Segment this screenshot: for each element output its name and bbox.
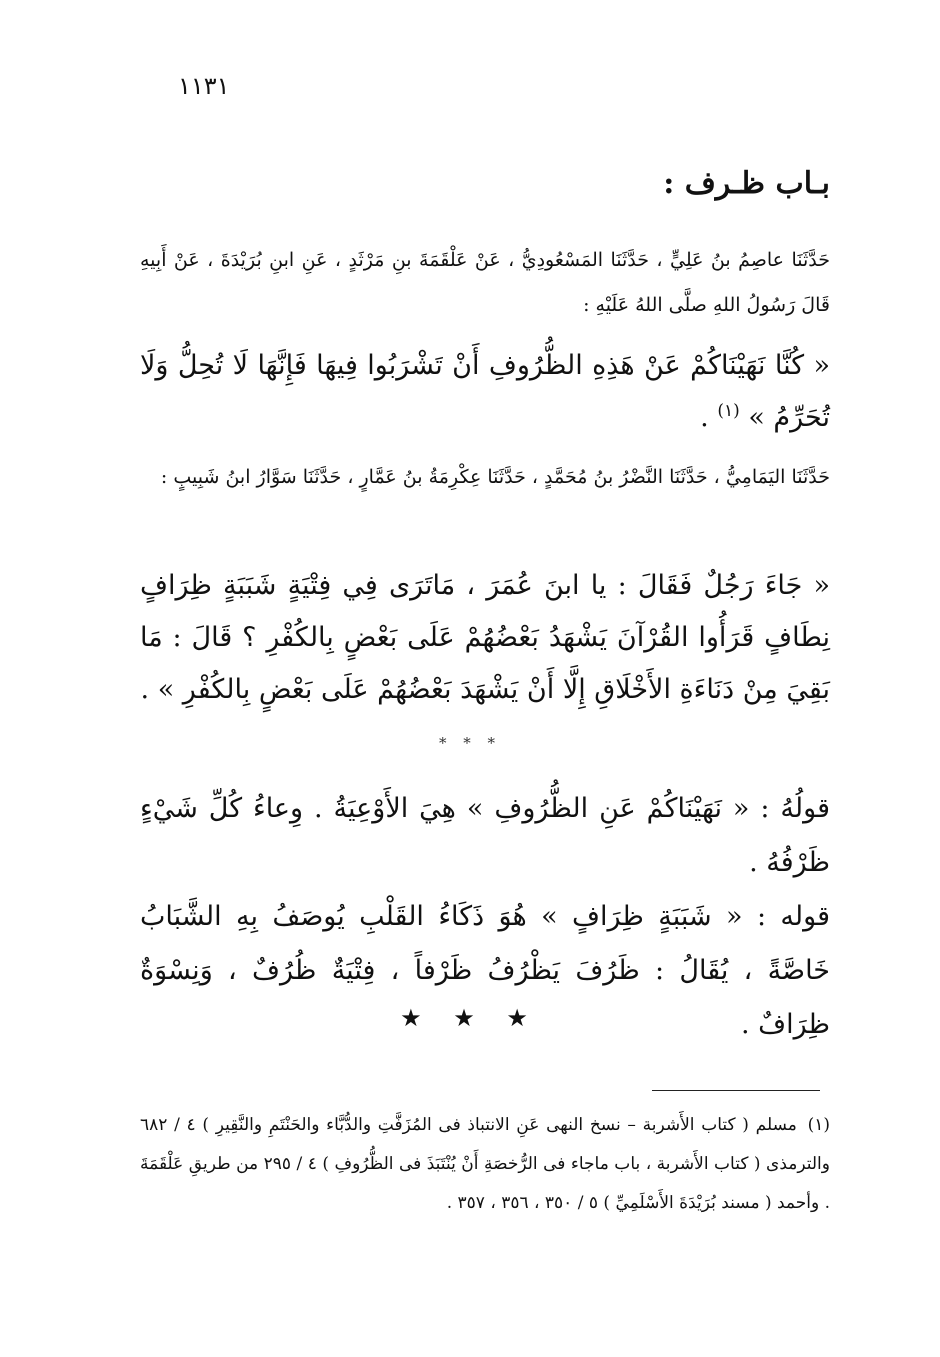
footnote-number: (١) (807, 1115, 830, 1135)
footnote-rule (652, 1090, 820, 1091)
hadith-1-matn-end: . (700, 402, 709, 433)
page-number: ١١٣١ (178, 72, 230, 100)
stars-separator: ★ ★ ★ (400, 1004, 540, 1032)
hadith-2-isnad: حَدَّثَنَا اليَمَامِيُّ ، حَدَّثَنَا النَّضْرُ بنُ مُحَمَّدٍ ، حَدَّثَنَا عِكْرِمَةُ بنُ عَمَّارٍ ، حَدَّثَنَا سَوَّارُ ابنُ شَبِيبٍ : (160, 466, 830, 488)
footnote-reference: (١) (717, 401, 740, 421)
hadith-1-matn (140, 340, 830, 444)
hadith-2-matn: « جَاءَ رَجُلٌ فَقَالَ : يا ابنَ عُمَرَ ، مَاتَرَى فِي فِتْيَةٍ شَبَبَةٍ ظِرَافٍ نِطَافٍ قَرَأُوا القُرْآنَ يَشْهَدُ بَعْضُهُمْ عَلَى بَعْضٍ بِالكُفْرِ ؟ قَالَ : مَا بَقِيَ مِنْ دَنَاءَةِ الأَخْلَاقِ إِلَّا أَنْ يَشْهَدَ بَعْضُهُمْ عَلَى بَعْضٍ بِالكُفْرِ » . (140, 570, 830, 705)
commentary-paragraph-2: قوله : « شَبَبَةٍ ظِرَافٍ » هُوَ ذَكَاءُ القَلْبِ يُوصَفُ بِهِ الشَّبَابُ خَاصَّةً ، يُقَالُ : ظَرُفَ يَظْرُفُ ظَرْفاً ، فِتْيَةٌ ظُرُفٌ ، وَنِسْوَةٌ ظِرَافٌ . (140, 901, 830, 1040)
hadith-1-isnad: حَدَّثَنَا عاصِمُ بنُ عَلِيٍّ ، حَدَّثَنَا المَسْعُودِيُّ ، عَنْ عَلْقَمَةَ بنِ مَرْثَدٍ ، عَنِ ابنِ بُرَيْدَةَ ، عَنْ أَبِيهِ قَالَ رَسُولُ اللهِ صلَّى اللهُ عَلَيْهِ : (140, 249, 830, 316)
section-separator: * * * (438, 734, 502, 752)
commentary-paragraph-1: قولُهُ : « نَهَيْنَاكُمْ عَنِ الظُّرُوفِ » هِيَ الأَوْعِيَةُ . وِعاءُ كُلِّ شَيْءٍ ظَرْفُهُ . (140, 793, 830, 878)
footnote (140, 1106, 830, 1223)
hadith-1-matn-text: « كُنَّا نَهَيْنَاكُمْ عَنْ هَذِهِ الظُّرُوفِ أَنْ تَشْرَبُوا فِيهَا فَإِنَّهَا لَا تُحِلُّ وَلَا تُحَرِّمُ » (140, 350, 830, 433)
footnote-text: مسلم ( كتاب الأَشربة – نسخ النهى عَنِ الانتباذ فى المُزَفَّتِ والدُّبَّاء والحَنْتَمِ والنَّقِيرِ ) ٤ / ٦٨٢ والترمذى ( كتاب الأَشربة ، باب ماجاء فى الرُّخصَةِ أَنْ يُنْتَبَذَ فى الظُّرُوفِ ) ٤ / ٢٩٥ من طريقِ عَلْقَمَةَ . وأحمد ( مسند بُرَيْدَةَ الأَسْلَمِيِّ ) ٥ / ٣٥٠ ، ٣٥٦ ، ٣٥٧ . (140, 1115, 830, 1213)
chapter-heading: بـاب ظـرف : (663, 166, 830, 201)
